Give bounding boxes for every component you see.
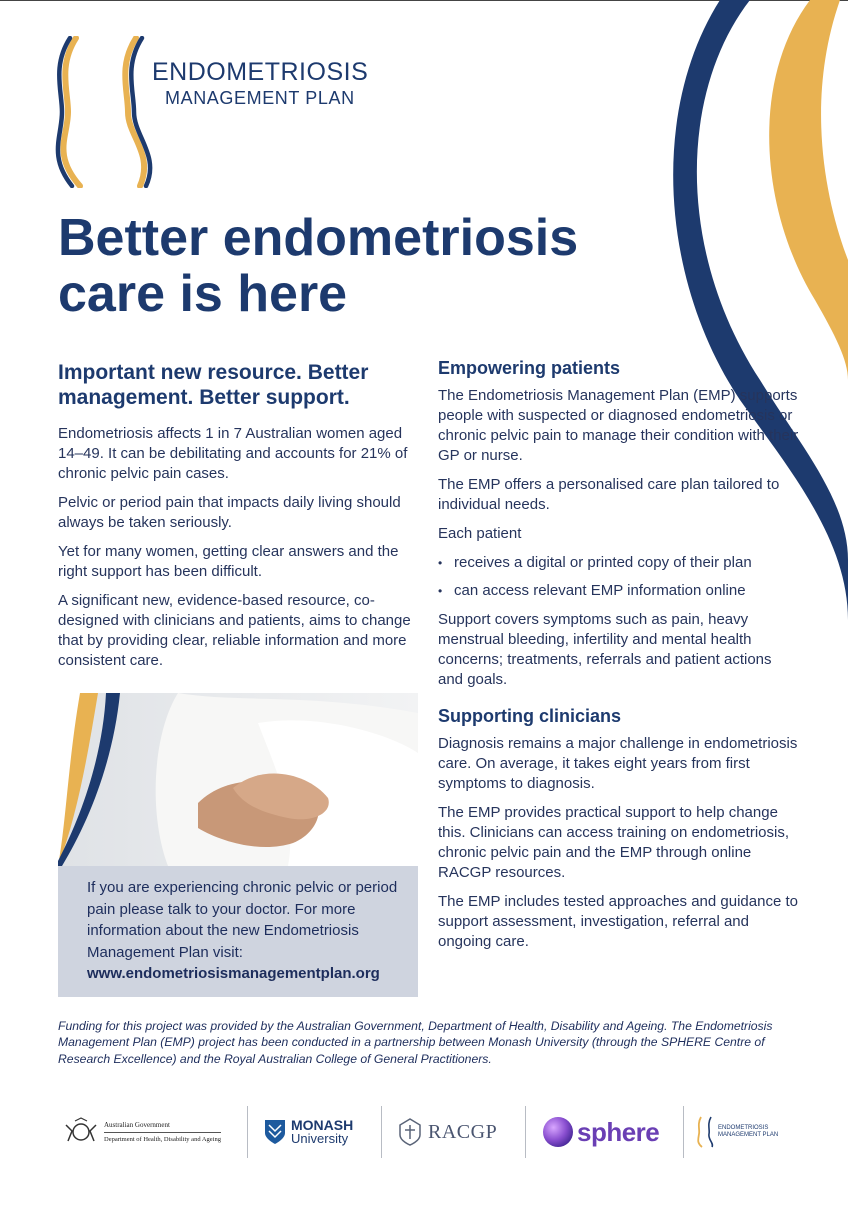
right-paragraph: The EMP provides practical support to help change this. Clinicians can access training on endometriosis, chronic pelvic pain and the EMP through online RACGP resources. — [438, 804, 789, 881]
partner-logos — [58, 1104, 798, 1160]
sphere-wordmark: sphere — [577, 1116, 660, 1147]
logo-line-1: ENDOMETRIOSIS — [152, 58, 369, 86]
gov-line-1: Australian Government — [104, 1120, 170, 1129]
australian-government-logo — [62, 1104, 221, 1160]
page-headline: Better endometriosis care is here — [58, 209, 579, 323]
coat-of-arms-icon — [62, 1117, 100, 1147]
right-paragraph: The EMP offers a personalised care plan tailored to individual needs. — [438, 476, 780, 513]
right-column — [438, 356, 800, 961]
logo-line-2: MANAGEMENT PLAN — [165, 88, 355, 108]
right-paragraph: Diagnosis remains a major challenge in endometriosis care. On average, it takes eight years from first symptoms to diagnosis. — [438, 735, 798, 792]
emp-small-mark-icon — [696, 1116, 716, 1148]
emp-logo-mark — [54, 36, 164, 188]
emp-logo-text — [152, 58, 368, 110]
sphere-orb-icon — [541, 1115, 575, 1149]
bullet-item: • can access relevant EMP information online — [438, 581, 800, 601]
sphere-logo — [541, 1104, 659, 1160]
left-subhead: Important new resource. Better management. Better support. — [58, 361, 369, 409]
racgp-crest-icon — [396, 1117, 424, 1147]
monash-shield-icon — [264, 1119, 286, 1145]
logo-divider — [683, 1106, 684, 1158]
logo-divider — [525, 1106, 526, 1158]
right-paragraph: The Endometriosis Management Plan (EMP) supports people with suspected or diagnosed endometriosis or chronic pelvic pain to manage their condition with their GP or nurse. — [438, 387, 799, 464]
monash-line-2: University — [291, 1131, 349, 1146]
racgp-wordmark: RACGP — [428, 1120, 498, 1143]
patient-photo — [58, 693, 418, 866]
emp-small-logo — [696, 1104, 778, 1160]
left-paragraph: Pelvic or period pain that impacts daily living should always be taken seriously. — [58, 494, 401, 531]
left-paragraph: Endometriosis affects 1 in 7 Australian women aged 14–49. It can be debilitating and accounts for 21% of chronic pelvic pain cases. — [58, 425, 408, 482]
left-column — [58, 360, 420, 680]
emp-small-line-2: MANAGEMENT PLAN — [718, 1132, 779, 1138]
left-paragraph: Yet for many women, getting clear answers and the right support has been difficult. — [58, 543, 399, 580]
right-paragraph: Support covers symptoms such as pain, heavy menstrual bleeding, infertility and mental health concerns; treatments, referrals and patient actions and goals. — [438, 611, 772, 688]
patient-photo-illustration — [58, 693, 418, 866]
patient-bullet-list — [438, 553, 800, 601]
funding-footnote: Funding for this project was provided by the Australian Government, Department of Health, Disability and Ageing. The Endometriosis Management Plan (EMP) project has been conducted in a partnership between Monash University (through the SPHERE Centre of Research Excellence) and the Royal Australian College of General Practitioners. — [58, 1019, 773, 1066]
logo-divider — [247, 1106, 248, 1158]
logo-divider — [381, 1106, 382, 1158]
website-link[interactable]: www.endometriosismanagementplan.org — [87, 965, 380, 982]
bullet-item: • receives a digital or printed copy of their plan — [438, 553, 800, 573]
monash-university-logo — [264, 1104, 353, 1160]
section-heading-empowering-patients: Empowering patients — [438, 358, 621, 378]
right-paragraph: The EMP includes tested approaches and guidance to support assessment, investigation, referral and ongoing care. — [438, 893, 798, 950]
info-callout-text: If you are experiencing chronic pelvic or period pain please talk to your doctor. For more information about the new Endometriosis Management Plan visit: — [87, 879, 398, 961]
info-callout-box — [58, 866, 418, 997]
racgp-logo — [396, 1104, 497, 1160]
gov-line-2: Department of Health, Disability and Ageing — [104, 1132, 221, 1144]
right-paragraph: Each patient — [438, 525, 522, 542]
section-heading-supporting-clinicians: Supporting clinicians — [438, 706, 622, 726]
emp-small-line-1: ENDOMETRIOSIS — [718, 1125, 769, 1131]
monash-line-1: MONASH — [291, 1117, 354, 1133]
left-paragraph: A significant new, evidence-based resource, co-designed with clinicians and patients, aims to change that by providing clear, reliable information and more consistent care. — [58, 592, 411, 669]
